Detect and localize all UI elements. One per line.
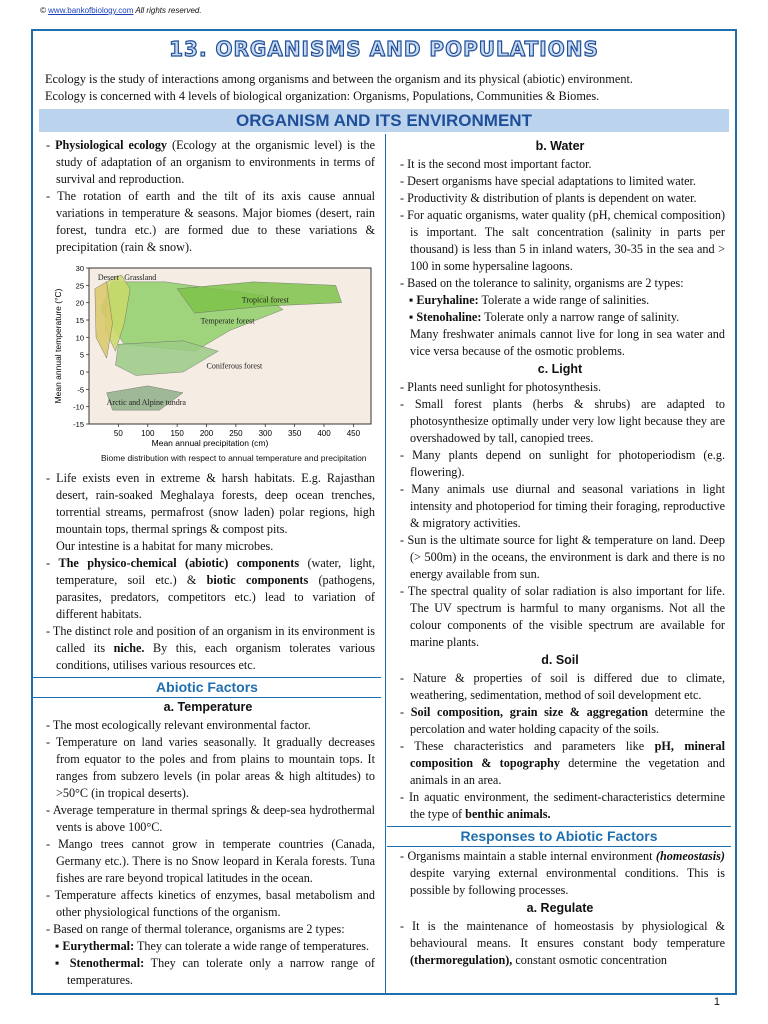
soil-heading: d. Soil <box>541 653 579 667</box>
region-label: Temperate forest <box>200 316 255 326</box>
left-column <box>41 137 375 989</box>
eurythermal-item: ▪ Eurythermal: They can tolerate a wide range of temperatures. <box>41 938 375 955</box>
region-label: Tropical forest <box>241 295 289 305</box>
water-item-3: - Productivity & distribution of plants is dependent on water. <box>395 190 725 207</box>
water-item-6: Many freshwater animals cannot live for long in sea water and vice versa because of the osmotic problems. <box>410 327 725 358</box>
region-label: Arctic and Alpine tundra <box>106 397 186 407</box>
x-tick-label: 200 <box>199 429 214 438</box>
paragraph-intestine: Our intestine is a habitat for many microbes. <box>56 539 274 553</box>
region-label: Desert <box>97 273 119 283</box>
regulate-heading: a. Regulate <box>526 901 594 915</box>
x-tick-label: 450 <box>346 429 361 438</box>
intro-text <box>45 71 727 105</box>
y-tick-label: 20 <box>75 298 84 308</box>
water-item-5: - Based on the tolerance to salinity, organisms are 2 types: <box>395 275 725 292</box>
x-tick-label: 300 <box>258 429 272 438</box>
x-tick-label: 250 <box>229 429 243 438</box>
rights-text: All rights reserved. <box>135 6 202 15</box>
temp-item-5: - Temperature affects kinetics of enzymes, basal metabolism and other physiological functions of the organism. <box>41 887 375 921</box>
stenothermal-item: ▪ Stenothermal: They can tolerate only a narrow range of temperatures. <box>41 955 375 989</box>
regulate-item-1: - It is the maintenance of homeostasis by physiological & behavioural means. It ensures constant body temperature (thermoregulation), constant osmotic concentration <box>395 918 725 969</box>
paragraph-habitats: - Life exists even in extreme & harsh habitats. E.g. Rajasthan desert, rain-soaked Meghalaya forests, deep ocean trenches, torrential streams, permafrost (snow laden) polar regions, high mountain tops, thermal springs & compost pits. <box>41 470 375 538</box>
soil-item-4: - In aquatic environment, the sediment-characteristics determine the type of benthic animals. <box>395 789 725 823</box>
paragraph-niche: - The distinct role and position of an organism in its environment is called its niche. By this, each organism tolerates various conditions, utilises various resources etc. <box>41 623 375 674</box>
page-number: 1 <box>713 996 720 1008</box>
light-item-4: - Many animals use diurnal and seasonal variations in light intensity and photoperiod for timing their foraging, reproductive & migratory activities. <box>395 481 725 532</box>
light-item-2: - Small forest plants (herbs & shrubs) are adapted to photosynthesize optimally under very low light because they are overshadowed by tall, canopied trees. <box>395 396 725 447</box>
soil-item-3: - These characteristics and parameters like pH, mineral composition & topography determine the vegetation and animals in an area. <box>395 738 725 789</box>
site-link[interactable]: www.bankofbiology.com <box>48 6 134 15</box>
responses-heading: Responses to Abiotic Factors <box>387 826 731 847</box>
region-label: Grassland <box>124 273 157 283</box>
page-title: 13. ORGANISMS AND POPULATIONS <box>169 37 599 61</box>
y-tick-label: 0 <box>79 368 84 377</box>
x-tick-label: 50 <box>113 429 123 438</box>
section-banner: ORGANISM AND ITS ENVIRONMENT <box>39 109 729 132</box>
water-heading: b. Water <box>535 139 585 153</box>
intro-line-1: Ecology is the study of interactions among organisms and between the organism and its physical (abiotic) environment. <box>45 72 633 86</box>
temperature-heading: a. Temperature <box>163 700 253 714</box>
paragraph-components: - The physico-chemical (abiotic) components (water, light, temperature, soil etc.) & biotic components (pathogens, parasites, predators, competitors etc.) lead to variation of different habitats. <box>41 555 375 623</box>
paragraph-rotation: - The rotation of earth and the tilt of its axis cause annual variations in temperature & seasons. Major biomes (desert, rain forest, tundra etc.) are formed due to these variations & precipitation (rain & snow). <box>41 188 375 256</box>
biome-chart-svg <box>51 262 381 452</box>
y-tick-label: 15 <box>75 316 84 325</box>
soil-item-2: - Soil composition, grain size & aggregation determine the percolation and water holding capacity of the soils. <box>395 704 725 738</box>
biome-chart <box>51 262 381 452</box>
y-tick-label: 25 <box>75 281 84 291</box>
y-tick-label: -10 <box>73 402 84 412</box>
temp-item-3: - Average temperature in thermal springs & deep-sea hydrothermal vents is above 100°C. <box>41 802 375 836</box>
chart-caption: Biome distribution with respect to annual temperature and precipitation <box>101 453 367 463</box>
water-item-1: - It is the second most important factor. <box>395 156 725 173</box>
temp-item-4: - Mango trees cannot grow in temperate countries (Canada, Germany etc.). There is no Snow leopard in Kerala forests. Tuna fishes are rare beyond tropical latitudes in the ocean. <box>41 836 375 887</box>
water-item-2: - Desert organisms have special adaptations to limited water. <box>395 173 725 190</box>
y-tick-label: 5 <box>79 350 84 360</box>
stenohaline-item: ▪ Stenohaline: Tolerate only a narrow range of salinity. <box>395 309 725 326</box>
copyright-line <box>40 6 202 15</box>
page-frame <box>31 29 737 995</box>
temp-item-2: - Temperature on land varies seasonally. It gradually decreases from equator to the poles and from plains to mountain tops. It ranges from subzero levels (in polar areas & high altitudes) to >50°C (in tropical deserts). <box>41 734 375 802</box>
copyright-symbol: © <box>40 6 46 15</box>
region-label: Coniferous forest <box>206 361 263 371</box>
light-item-6: - The spectral quality of solar radiation is also important for life. The UV spectrum is harmful to many organisms. Not all the colour components of the visible spectrum are available for marine plants. <box>395 583 725 651</box>
temp-item-1: - The most ecologically relevant environmental factor. <box>41 717 375 734</box>
water-item-4: - For aquatic organisms, water quality (pH, chemical composition) is important. The salt concentration (salinity in parts per thousand) is less than 5 in inland waters, 30-35 in the sea and > 100 in some hypersaline lagoons. <box>395 207 725 275</box>
intro-line-2: Ecology is concerned with 4 levels of biological organization: Organisms, Populations, Communities & Biomes. <box>45 89 600 103</box>
y-tick-label: -5 <box>77 385 84 395</box>
soil-item-1: - Nature & properties of soil is differed due to climate, weathering, sedimentation, method of soil development etc. <box>395 670 725 704</box>
y-tick-label: -15 <box>73 420 84 429</box>
x-tick-label: 150 <box>170 429 184 438</box>
abiotic-factors-heading: Abiotic Factors <box>33 677 381 698</box>
light-item-5: - Sun is the ultimate source for light & temperature on land. Deep (> 500m) in the oceans, the environment is dark and there is no energy available from sun. <box>395 532 725 583</box>
x-axis-label: Mean annual precipitation (cm) <box>151 438 269 448</box>
y-tick-label: 10 <box>75 333 84 343</box>
light-heading: c. Light <box>537 362 583 376</box>
right-column <box>395 137 725 969</box>
x-tick-label: 350 <box>287 429 302 438</box>
column-divider <box>385 134 386 994</box>
temp-item-6: - Based on range of thermal tolerance, organisms are 2 types: <box>41 921 375 938</box>
x-tick-label: 400 <box>317 429 331 438</box>
euryhaline-item: ▪ Euryhaline: Tolerate a wide range of salinities. <box>395 292 725 309</box>
y-tick-label: 30 <box>75 264 84 273</box>
light-item-1: - Plants need sunlight for photosynthesis. <box>395 379 725 396</box>
response-item-1: - Organisms maintain a stable internal environment (homeostasis) despite varying external environmental conditions. This is possible by following processes. <box>395 848 725 899</box>
paragraph-physiological-ecology: - Physiological ecology (Ecology at the organismic level) is the study of adaptation of an organism to environments in terms of survival and reproduction. <box>41 137 375 188</box>
x-tick-label: 100 <box>141 429 155 438</box>
y-axis-label: Mean annual temperature (°C) <box>53 288 63 404</box>
light-item-3: - Many plants depend on sunlight for photoperiodism (e.g. flowering). <box>395 447 725 481</box>
